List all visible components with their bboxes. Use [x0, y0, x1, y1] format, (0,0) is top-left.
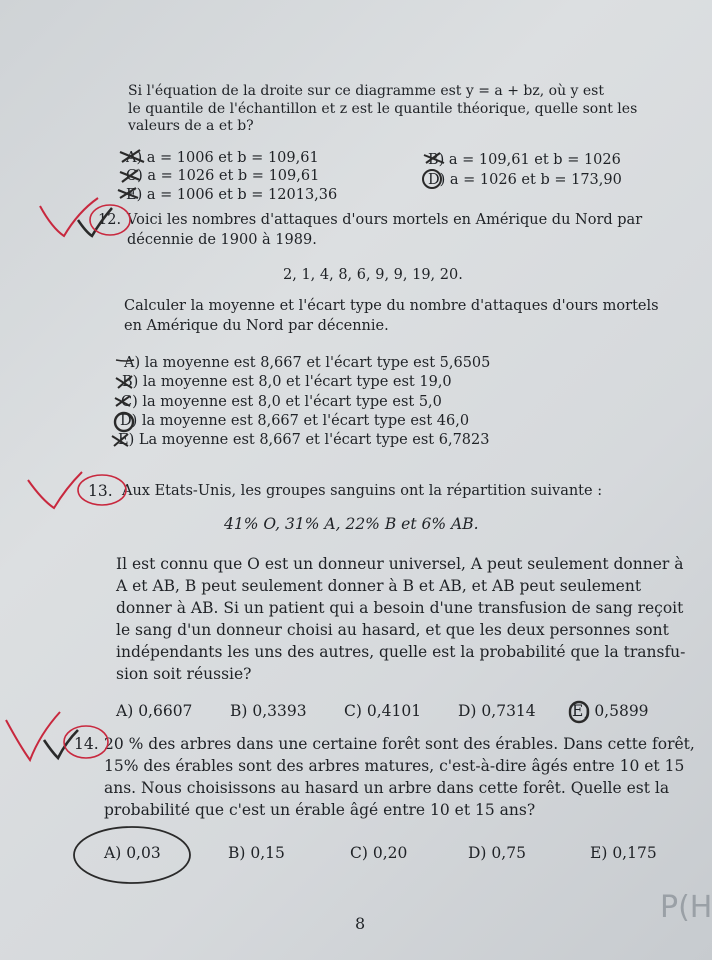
pencil-note: P(H: [660, 890, 712, 925]
q13-line-1: Il est connu que O est un donneur universel, A peut seulement donner à: [116, 555, 684, 573]
q14-option-b[interactable]: B) 0,15: [228, 844, 285, 862]
q11-option-e[interactable]: E) a = 1006 et b = 12013,36: [126, 187, 338, 203]
q13-line-6: sion soit réussie?: [116, 665, 252, 683]
q12-option-c[interactable]: C) la moyenne est 8,0 et l'écart type est 5,0: [121, 394, 442, 410]
q12-number: 12.: [98, 212, 122, 228]
q14-dark-check-mark: [44, 730, 78, 758]
q13-intro: Aux Etats-Unis, les groupes sanguins ont la répartition suivante :: [122, 483, 603, 499]
q14-option-e[interactable]: E) 0,175: [590, 844, 657, 862]
q12-data-list: 2, 1, 4, 8, 6, 9, 9, 19, 20.: [283, 267, 463, 283]
q12-line-2: décennie de 1900 à 1989.: [127, 232, 317, 248]
q14-line-2: 15% des érables sont des arbres matures, c'est-à-dire âgés entre 10 et 15: [104, 757, 685, 775]
q11-option-a[interactable]: A) a = 1006 et b = 109,61: [126, 150, 319, 166]
q12-option-e[interactable]: E) La moyenne est 8,667 et l'écart type est 6,7823: [118, 432, 490, 448]
q11-line-3: valeurs de a et b?: [128, 118, 254, 134]
q14-check-mark: [6, 712, 60, 760]
q11-line-2: le quantile de l'échantillon et z est le quantile théorique, quelle sont les: [128, 101, 638, 117]
q13-line-5: indépendants les uns des autres, quelle est la probabilité que la transfu-: [116, 643, 686, 661]
q12-option-d[interactable]: D) la moyenne est 8,667 et l'écart type est 46,0: [120, 413, 470, 429]
q12-check-mark: [40, 198, 98, 236]
q13-check-mark: [28, 472, 82, 508]
q13-option-d[interactable]: D) 0,7314: [458, 702, 536, 720]
q11-option-b[interactable]: B) a = 109,61 et b = 1026: [428, 152, 621, 168]
q14-option-d[interactable]: D) 0,75: [468, 844, 526, 862]
q14-option-c[interactable]: C) 0,20: [350, 844, 408, 862]
q13-option-e[interactable]: E) 0,5899: [572, 702, 649, 720]
q13-option-a[interactable]: A) 0,6607: [116, 702, 193, 720]
q14-line-3: ans. Nous choisissons au hasard un arbre dans cette forêt. Quelle est la: [104, 779, 670, 797]
q11-option-d[interactable]: D) a = 1026 et b = 173,90: [428, 172, 622, 188]
q12-question-line-2: en Amérique du Nord par décennie.: [124, 318, 389, 334]
q13-line-2: A et AB, B peut seulement donner à B et AB, et AB peut seulement: [116, 577, 642, 595]
q13-line-4: le sang d'un donneur choisi au hasard, et que les deux personnes sont: [116, 621, 669, 639]
q13-distribution: 41% O, 31% A, 22% B et 6% AB.: [224, 515, 479, 533]
q11-option-c[interactable]: C) a = 1026 et b = 109,61: [126, 168, 320, 184]
q12-line-1: Voici les nombres d'attaques d'ours mortels en Amérique du Nord par: [127, 212, 643, 228]
q13-option-b[interactable]: B) 0,3393: [230, 702, 307, 720]
q11-line-1: Si l'équation de la droite sur ce diagramme est y = a + bz, où y est: [128, 83, 604, 99]
q12-question-line-1: Calculer la moyenne et l'écart type du nombre d'attaques d'ours mortels: [124, 298, 659, 314]
q12-option-a[interactable]: A) la moyenne est 8,667 et l'écart type est 5,6505: [124, 355, 491, 371]
page-number: 8: [355, 914, 366, 933]
q14-number: 14.: [74, 735, 99, 753]
q14-line-1: 20 % des arbres dans une certaine forêt sont des érables. Dans cette forêt,: [104, 735, 695, 753]
q14-line-4: probabilité que c'est un érable âgé entre 10 et 15 ans?: [104, 801, 536, 819]
q12-option-b[interactable]: B) la moyenne est 8,0 et l'écart type est 19,0: [122, 374, 452, 390]
q13-number: 13.: [88, 482, 113, 500]
q13-line-3: donner à AB. Si un patient qui a besoin d'une transfusion de sang reçoit: [116, 599, 684, 617]
q13-option-c[interactable]: C) 0,4101: [344, 702, 422, 720]
q14-option-a[interactable]: A) 0,03: [104, 844, 161, 862]
